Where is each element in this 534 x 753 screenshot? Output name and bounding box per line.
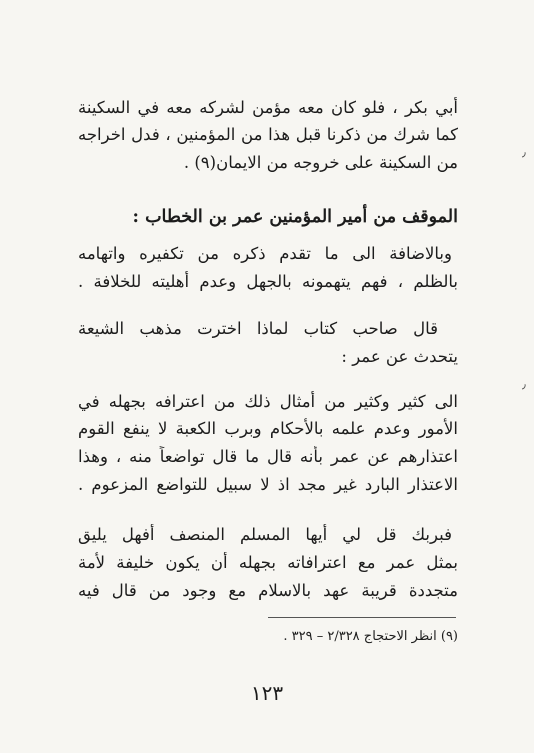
paragraph-2-line-2: بالظلم ، فهم يتهمونه بالجهل وعدم أهليته للخلافة .	[78, 272, 458, 291]
page-number: ١٢٣	[250, 681, 284, 705]
paragraph-4-line-4: الاعتذار البارد غير مجد اذ لا سبيل للتواضع المزعوم .	[78, 475, 458, 494]
paragraph-5-line-2: بمثل عمر مع اعترافاته بجهله أن يكون خليفة لأمة	[78, 553, 458, 572]
footnote: (٩) انظر الاحتجاج ٢/٣٢٨ – ٣٢٩ .	[283, 629, 458, 644]
paragraph-5-line-1: فبربك قل لي أيها المسلم المنصف أفهل يليق	[78, 525, 452, 544]
paragraph-2-line-1: وبالاضافة الى ما تقدم ذكره من تكفيره واتهامه	[78, 244, 452, 263]
paragraph-4-line-3: اعتذارهم عن عمر بأنه قال ما قال تواضعاً منه ، وهذا	[78, 447, 458, 466]
paragraph-4-line-1: الى كثير وكثير من أمثال ذلك من اعترافه بجهله في	[78, 392, 458, 411]
paragraph-3-line-2: يتحدث عن عمر :	[341, 347, 458, 366]
margin-mark: ٫	[522, 377, 526, 391]
paragraph-3-line-1: قال صاحب كتاب لماذا اخترت مذهب الشيعة	[78, 319, 438, 338]
paragraph-1-line-2: كما شرك من ذكرنا قبل هذا من المؤمنين ، فدل اخراجه	[78, 125, 458, 144]
paragraph-1-line-1: أبي بكر ، فلو كان معه مؤمن لشركه معه في السكينة	[78, 98, 458, 117]
paragraph-5-line-3: متجددة قريبة عهد بالاسلام مع وجود من قال فيه	[78, 581, 458, 600]
paragraph-4-line-2: الأمور وعدم علمه بالأحكام وبرب الكعبة لا ينفع القوم	[78, 419, 458, 438]
section-heading: الموقف من أمير المؤمنين عمر بن الخطاب :	[132, 207, 458, 227]
paragraph-1-line-3: من السكينة على خروجه من الايمان(٩) .	[183, 153, 458, 172]
footnote-separator	[268, 617, 456, 618]
margin-mark: ٫	[522, 145, 526, 159]
